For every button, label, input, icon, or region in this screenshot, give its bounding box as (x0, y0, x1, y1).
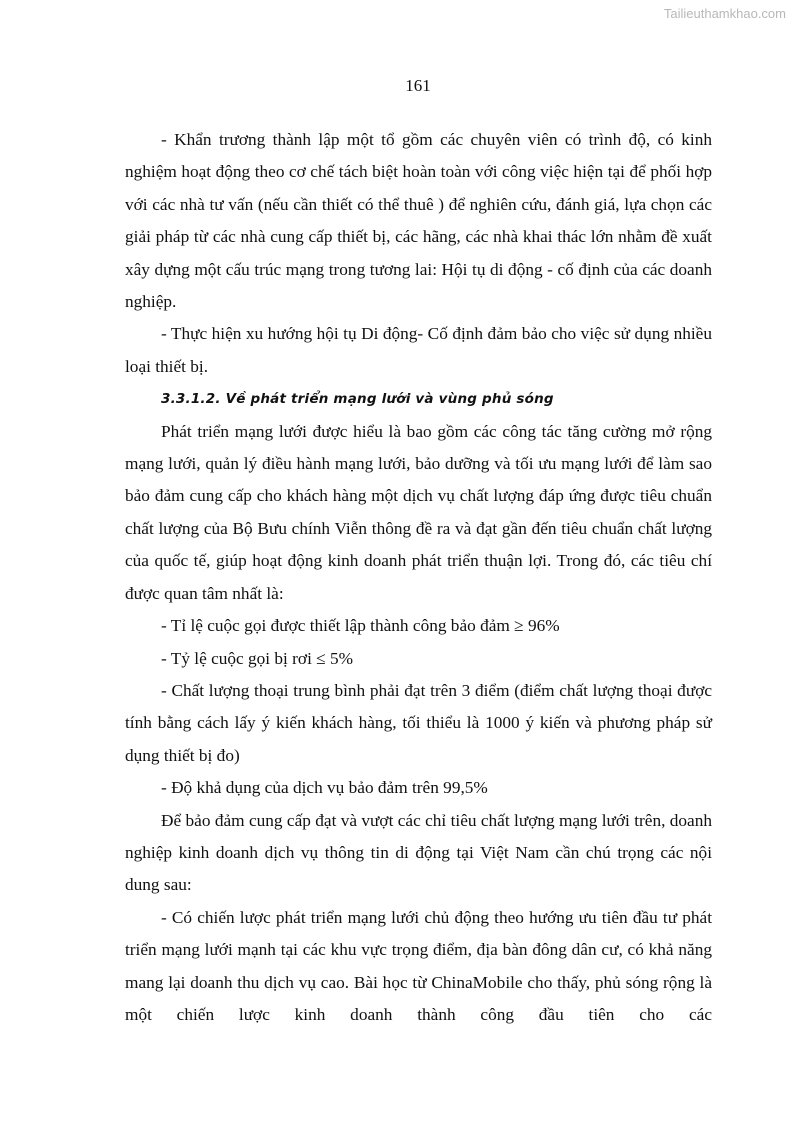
paragraph-team-setup: - Khẩn trương thành lập một tổ gồm các chuyên viên có trình độ, có kinh nghiệm hoạt động theo cơ chế tách biệt hoàn toàn với công việc hiện tại để phối hợp với các nhà tư vấn (nếu cần thiết có thể thuê ) để nghiên cứu, đánh giá, lựa chọn các giải pháp từ các nhà cung cấp thiết bị, các hãng, các nhà khai thác lớn nhằm đề xuất xây dựng một cấu trúc mạng trong tương lai: Hội tụ di động - cố định của các doanh nghiệp. (125, 130, 712, 312)
paragraph-convergence: - Thực hiện xu hướng hội tụ Di động- Cố định đảm bảo cho việc sử dụng nhiều loại thiết bị. (125, 324, 712, 376)
paragraph-requirements: Để bảo đảm cung cấp đạt và vượt các chỉ tiêu chất lượng mạng lưới trên, doanh nghiệp kinh doanh dịch vụ thông tin di động tại Việt Nam cần chú trọng các nội dung sau: (125, 810, 712, 895)
page-number: 161 (405, 76, 431, 95)
document-body (125, 124, 712, 1031)
paragraph-strategy: - Có chiến lược phát triển mạng lưới chủ động theo hướng ưu tiên đầu tư phát triển mạng lưới mạnh tại các khu vực trọng điểm, địa bàn đông dân cư, có khả năng mang lại doanh thu dịch vụ cao. Bài học từ ChinaMobile cho thấy, phủ sóng rộng là một chiến lược kinh doanh thành công đầu tiên cho các (125, 907, 712, 1024)
list-item-call-drop-rate: - Tỷ lệ cuộc gọi bị rơi ≤ 5% (161, 648, 354, 668)
section-heading: 3.3.1.2. Về phát triển mạng lưới và vùng phủ sóng (161, 391, 554, 408)
list-item-availability: - Độ khả dụng của dịch vụ bảo đảm trên 99,5% (161, 778, 488, 798)
list-item-call-setup-rate: - Tỉ lệ cuộc gọi được thiết lập thành công bảo đảm ≥ 96% (161, 616, 560, 636)
watermark: Tailieuthamkhao.com (663, 6, 786, 21)
list-item-voice-quality: - Chất lượng thoại trung bình phải đạt trên 3 điểm (điểm chất lượng thoại được tính bằng cách lấy ý kiến khách hàng, tối thiểu là 1000 ý kiến và phương pháp sử dụng thiết bị đo) (125, 680, 712, 765)
paragraph-network-development: Phát triển mạng lưới được hiểu là bao gồm các công tác tăng cường mở rộng mạng lưới, quản lý điều hành mạng lưới, bảo dưỡng và tối ưu mạng lưới để làm sao bảo đảm cung cấp cho khách hàng một dịch vụ chất lượng đáp ứng được tiêu chuẩn chất lượng của Bộ Bưu chính Viễn thông đề ra và đạt gần đến tiêu chuẩn chất lượng của quốc tế, giúp hoạt động kinh doanh phát triển thuận lợi. Trong đó, các tiêu chí được quan tâm nhất là: (125, 421, 712, 603)
